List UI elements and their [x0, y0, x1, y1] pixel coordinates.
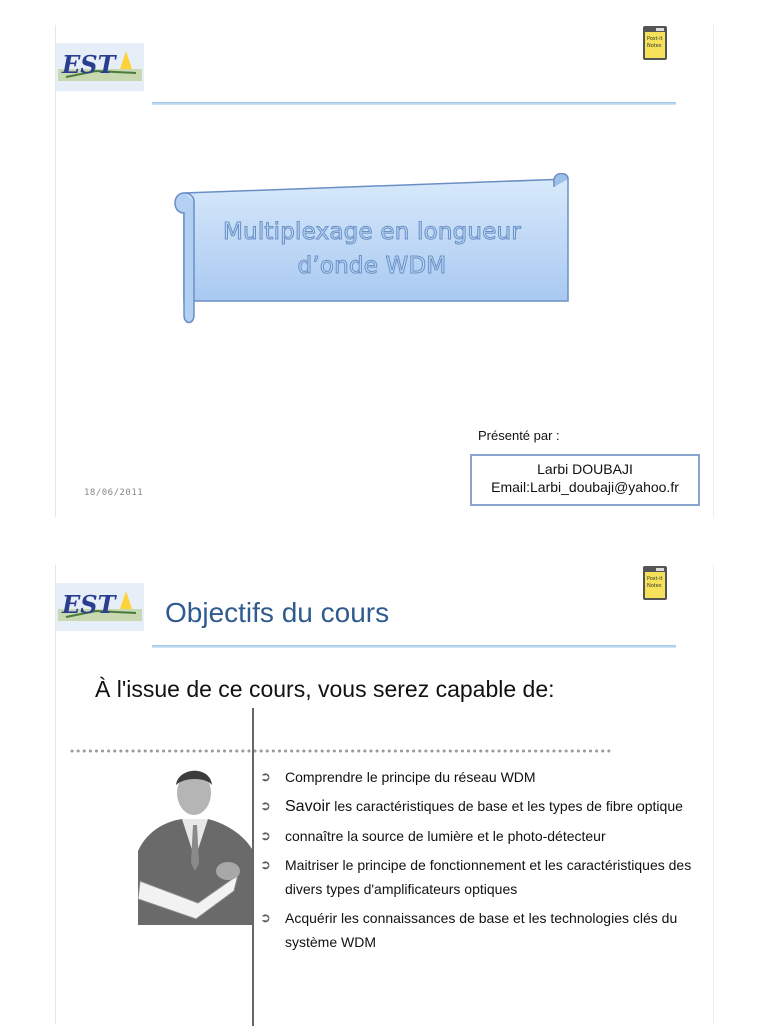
arrow-bullet-icon: ➲: [260, 857, 271, 872]
svg-text:EST: EST: [62, 50, 116, 79]
post-it-notes-icon[interactable]: [642, 565, 668, 601]
list-item: ➲ connaître la source de lumière et le photo-détecteur: [260, 824, 710, 848]
dotted-divider: [70, 748, 612, 754]
presented-by-label: Présenté par :: [478, 428, 560, 443]
header-rule: [152, 645, 676, 648]
list-item: ➲ Comprendre le principe du réseau WDM: [260, 765, 710, 789]
slide-title: Objectifs du cours: [165, 597, 390, 628]
author-name: Larbi DOUBAJI: [537, 461, 633, 477]
author-email: Email:Larbi_doubaji@yahoo.fr: [491, 479, 679, 495]
title-scroll-banner: [172, 173, 578, 327]
slide-date: 18/06/2011: [84, 488, 144, 498]
slide-2: [55, 565, 714, 1024]
vertical-divider: [252, 708, 254, 1026]
presentation-title: Multiplexage en longueur d’onde WDM: [223, 219, 521, 279]
intro-text: À l'issue de ce cours, vous serez capable de:: [95, 676, 555, 702]
slide-1: [55, 25, 714, 517]
businessman-reading-image: [138, 763, 252, 925]
svg-text:EST: EST: [62, 590, 116, 619]
post-it-notes-icon[interactable]: [642, 25, 668, 61]
list-item: ➲ Savoir les caractéristiques de base et les types de fibre optique: [260, 794, 710, 819]
arrow-bullet-icon: ➲: [260, 769, 271, 784]
arrow-bullet-icon: ➲: [260, 798, 271, 813]
est-logo: [56, 43, 144, 91]
objectives-list: [260, 765, 710, 959]
header-rule: [152, 102, 676, 105]
est-logo: [56, 583, 144, 631]
arrow-bullet-icon: ➲: [260, 828, 271, 843]
author-box: [470, 454, 700, 506]
arrow-bullet-icon: ➲: [260, 910, 271, 925]
svg-text:Post-it: Post-it: [647, 576, 663, 582]
svg-text:Notes: Notes: [647, 43, 662, 49]
svg-text:Notes: Notes: [647, 583, 662, 589]
list-item: ➲ Acquérir les connaissances de base et les technologies clés du système WDM: [260, 906, 710, 954]
svg-text:Post-it: Post-it: [647, 36, 663, 42]
list-item: ➲ Maitriser le principe de fonctionnement et les caractéristiques des divers types d'amplificateurs optiques: [260, 853, 710, 901]
